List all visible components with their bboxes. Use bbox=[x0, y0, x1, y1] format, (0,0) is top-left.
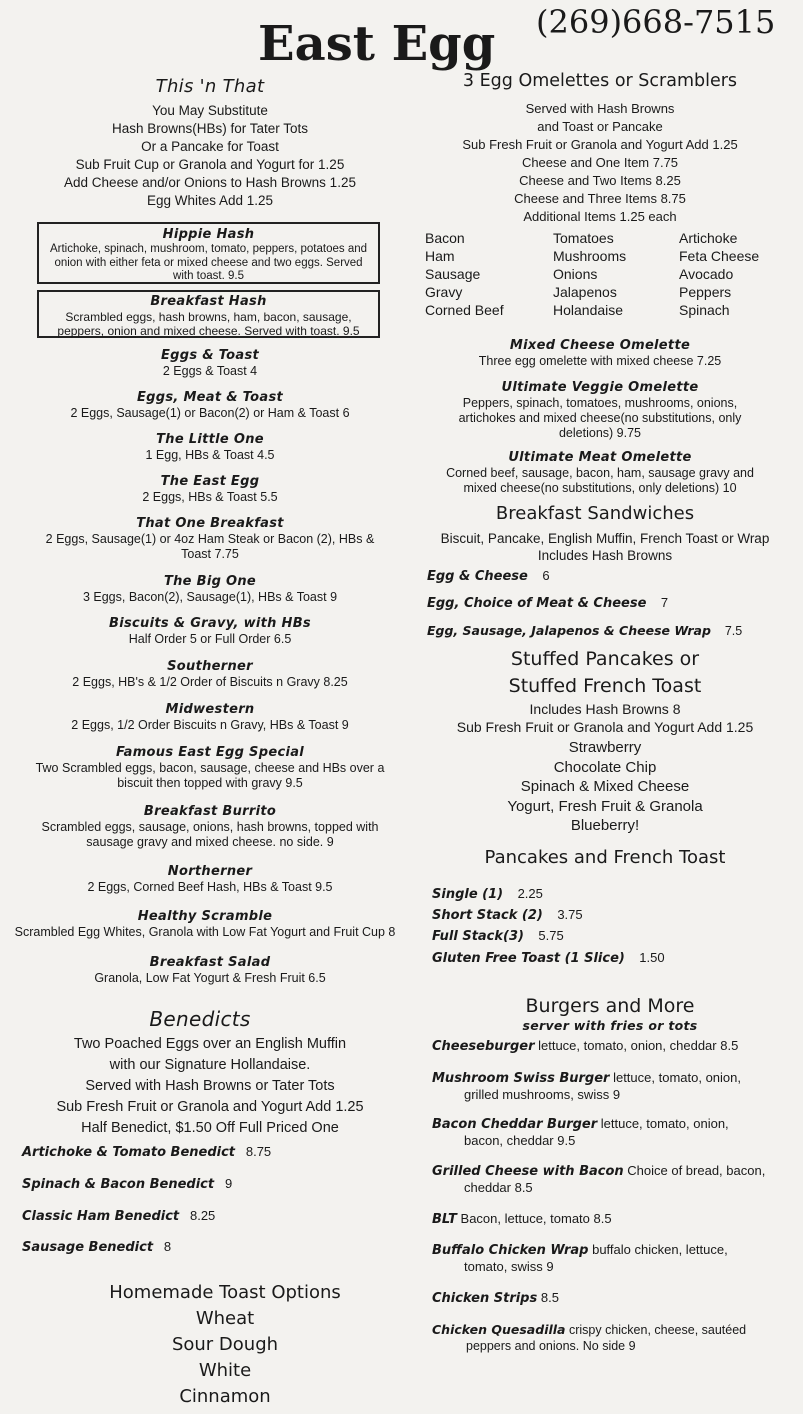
item-name: Spinach & Bacon Benedict bbox=[22, 1177, 215, 1192]
item-desc: Scrambled eggs, sausage, onions, hash browns, topped with sausage gravy and mixed cheese. no side. 9 bbox=[41, 820, 379, 849]
sandwich-item bbox=[427, 595, 668, 612]
item-desc: lettuce, tomato, onion, bbox=[597, 1116, 729, 1131]
item-name: Short Stack (2) bbox=[432, 908, 543, 923]
item-price: 8 bbox=[163, 1239, 172, 1254]
burger-item bbox=[432, 1242, 728, 1275]
burger-item bbox=[432, 1116, 729, 1149]
item-desc-cont: tomato, swiss 9 bbox=[464, 1259, 554, 1274]
omelettes-line: Sub Fresh Fruit or Granola and Yogurt Add 1.25 bbox=[462, 137, 738, 152]
ingredient: Ham bbox=[425, 248, 455, 264]
item-name: Ultimate Veggie Omelette bbox=[501, 380, 699, 395]
this-n-that-lines bbox=[20, 102, 400, 210]
restaurant-name: East Egg bbox=[258, 16, 496, 72]
stuffed-title-line: Stuffed Pancakes or bbox=[510, 648, 700, 670]
sandwiches-title: Breakfast Sandwiches bbox=[495, 503, 695, 524]
ingredient: Sausage bbox=[425, 266, 481, 282]
ingredient: Corned Beef bbox=[425, 302, 504, 318]
ingredient: Tomatoes bbox=[553, 230, 614, 246]
benedict-item bbox=[22, 1176, 232, 1193]
left-item bbox=[20, 390, 400, 421]
ingredient: Bacon bbox=[425, 230, 465, 246]
item-name: The Little One bbox=[156, 432, 264, 447]
item-name: Egg & Cheese bbox=[427, 569, 528, 584]
item-desc: lettuce, tomato, onion, bbox=[609, 1070, 741, 1085]
left-item bbox=[30, 804, 390, 850]
ingredient: Onions bbox=[553, 266, 598, 282]
this-n-that-line: Add Cheese and/or Onions to Hash Browns 1.25 bbox=[64, 175, 356, 190]
burger-item bbox=[432, 1070, 741, 1103]
left-item bbox=[30, 616, 390, 647]
omelettes-line: Additional Items 1.25 each bbox=[523, 209, 677, 224]
item-name: That One Breakfast bbox=[136, 516, 284, 531]
omelettes-line: and Toast or Pancake bbox=[537, 119, 663, 134]
item-name: Sausage Benedict bbox=[22, 1240, 154, 1255]
benedict-item bbox=[22, 1239, 171, 1256]
sandwich-item bbox=[427, 623, 742, 639]
item-desc: 2 Eggs, 1/2 Order Biscuits n Gravy, HBs & Toast 9 bbox=[71, 718, 349, 732]
left-item bbox=[35, 745, 385, 791]
item-desc: crispy chicken, cheese, sautéed bbox=[565, 1323, 747, 1337]
stuffed-title bbox=[420, 646, 790, 700]
stuffed-line: Sub Fresh Fruit or Granola and Yogurt Add 1.25 bbox=[456, 719, 754, 735]
ingredient: Mushrooms bbox=[553, 248, 627, 264]
ingredient: Spinach bbox=[679, 302, 730, 318]
phone-number: (269)668-7515 bbox=[536, 3, 776, 41]
benedicts-lines bbox=[20, 1034, 400, 1139]
item-price: 9 bbox=[224, 1176, 233, 1191]
item-name: Breakfast Burrito bbox=[143, 804, 277, 819]
item-name: The Big One bbox=[163, 574, 257, 589]
sandwiches-line: Includes Hash Browns bbox=[537, 548, 673, 563]
item-name: BLT bbox=[432, 1212, 457, 1227]
item-name: Egg, Sausage, Jalapenos & Cheese Wrap bbox=[427, 623, 711, 638]
benedicts-line: Served with Hash Browns or Tater Tots bbox=[85, 1078, 335, 1094]
stuffed-option: Yogurt, Fresh Fruit & Granola bbox=[507, 797, 703, 815]
ingredient: Peppers bbox=[679, 284, 732, 300]
omelettes-line: Cheese and Two Items 8.25 bbox=[519, 173, 681, 188]
left-item bbox=[30, 574, 390, 605]
pancake-item bbox=[432, 907, 583, 924]
item-desc: 2 Eggs, HBs & Toast 5.5 bbox=[142, 490, 278, 504]
item-desc: Bacon, lettuce, tomato 8.5 bbox=[456, 1211, 612, 1226]
sandwich-item bbox=[427, 568, 550, 585]
toast-options-title: Homemade Toast Options bbox=[109, 1282, 341, 1303]
ingredient: Jalapenos bbox=[553, 284, 617, 300]
item-desc: Choice of bread, bacon, bbox=[623, 1163, 766, 1178]
benedicts-title: Benedicts bbox=[149, 1007, 251, 1031]
item-name: Breakfast Salad bbox=[149, 955, 271, 970]
omelettes-line: Cheese and Three Items 8.75 bbox=[514, 191, 686, 206]
this-n-that-line: Hash Browns(HBs) for Tater Tots bbox=[111, 121, 309, 136]
left-item bbox=[30, 348, 390, 379]
item-desc-cont: bacon, cheddar 9.5 bbox=[464, 1133, 576, 1148]
stuffed-options bbox=[420, 738, 790, 836]
item-price: 3.75 bbox=[557, 907, 583, 922]
item-desc: Granola, Low Fat Yogurt & Fresh Fruit 6.5 bbox=[94, 971, 326, 985]
stuffed-option: Blueberry! bbox=[570, 817, 640, 834]
sandwiches-line: Biscuit, Pancake, English Muffin, French Toast or Wrap bbox=[440, 531, 770, 546]
toast-option: Wheat bbox=[195, 1308, 255, 1329]
item-price: 1.50 bbox=[639, 950, 665, 965]
item-desc: 2 Eggs, Corned Beef Hash, HBs & Toast 9.5 bbox=[87, 880, 333, 894]
ingredient: Artichoke bbox=[679, 230, 738, 246]
benedicts-line: with our Signature Hollandaise. bbox=[109, 1057, 311, 1073]
ingredient: Holandaise bbox=[553, 302, 624, 318]
this-n-that-line: Or a Pancake for Toast bbox=[141, 139, 279, 154]
stuffed-option: Spinach & Mixed Cheese bbox=[520, 778, 690, 795]
benedicts-line: Sub Fresh Fruit or Granola and Yogurt Add 1.25 bbox=[56, 1099, 364, 1115]
this-n-that-line: Sub Fruit Cup or Granola and Yogurt for 1.25 bbox=[75, 157, 345, 172]
item-name: Grilled Cheese with Bacon bbox=[432, 1164, 624, 1179]
item-desc: Peppers, spinach, tomatoes, mushrooms, onions, artichokes and mixed cheese(no substitutions, only deletions) 9.75 bbox=[458, 396, 742, 440]
item-name: Southerner bbox=[167, 659, 253, 674]
item-desc: 3 Eggs, Bacon(2), Sausage(1), HBs & Toast 9 bbox=[82, 590, 338, 604]
item-price: 8.25 bbox=[189, 1208, 216, 1223]
sandwiches-lines bbox=[410, 530, 800, 564]
burgers-title: Burgers and More bbox=[525, 995, 695, 1017]
pancakes-title: Pancakes and French Toast bbox=[484, 847, 726, 868]
item-desc-cont: cheddar 8.5 bbox=[464, 1180, 533, 1195]
benedict-item bbox=[22, 1144, 271, 1161]
item-price: 6 bbox=[542, 568, 550, 583]
item-desc: 2 Eggs & Toast 4 bbox=[162, 364, 258, 378]
toast-options bbox=[90, 1280, 360, 1410]
item-desc: buffalo chicken, lettuce, bbox=[588, 1242, 728, 1257]
item-desc: Scrambled Egg Whites, Granola with Low Fat Yogurt and Fruit Cup 8 bbox=[14, 925, 396, 939]
burgers-subtitle: server with fries or tots bbox=[522, 1018, 698, 1033]
pancake-item bbox=[432, 950, 665, 967]
item-name: Chicken Strips bbox=[432, 1291, 538, 1306]
item-desc: Corned beef, sausage, bacon, ham, sausage gravy and mixed cheese(no substitutions, only deletions) 10 bbox=[446, 466, 754, 495]
benedicts-line: Half Benedict, $1.50 Off Full Priced One bbox=[81, 1120, 339, 1136]
this-n-that-line: You May Substitute bbox=[152, 103, 268, 118]
item-name: Single (1) bbox=[432, 887, 504, 902]
item-desc: 2 Eggs, HB's & 1/2 Order of Biscuits n Gravy 8.25 bbox=[72, 675, 348, 689]
burger-item bbox=[432, 1290, 559, 1307]
item-desc: 2 Eggs, Sausage(1) or 4oz Ham Steak or Bacon (2), HBs & Toast 7.75 bbox=[45, 532, 375, 561]
left-item bbox=[30, 955, 390, 986]
item-desc-cont: grilled mushrooms, swiss 9 bbox=[464, 1087, 621, 1102]
breakfast-hash-name: Breakfast Hash bbox=[150, 294, 267, 309]
stuffed-option: Strawberry bbox=[568, 739, 642, 756]
breakfast-hash-box bbox=[37, 290, 380, 338]
stuffed-title-line: Stuffed French Toast bbox=[508, 675, 702, 697]
item-price: 2.25 bbox=[517, 886, 543, 901]
burger-item bbox=[432, 1163, 765, 1196]
hippie-hash-name: Hippie Hash bbox=[162, 227, 255, 242]
stuffed-option: Chocolate Chip bbox=[553, 758, 657, 776]
hippie-hash-desc: Artichoke, spinach, mushroom, tomato, peppers, potatoes and onion with either feta or mixed cheese and two eggs. Served with toast. 9.5 bbox=[49, 243, 368, 282]
item-name: Cheeseburger bbox=[432, 1039, 535, 1054]
burger-item bbox=[432, 1038, 738, 1055]
item-price: 8.75 bbox=[245, 1144, 272, 1159]
ingredient: Feta Cheese bbox=[679, 248, 760, 264]
omelette-special bbox=[440, 380, 760, 441]
left-item bbox=[20, 659, 400, 690]
item-desc: 2 Eggs, Sausage(1) or Bacon(2) or Ham & Toast 6 bbox=[70, 406, 350, 420]
item-desc: Half Order 5 or Full Order 6.5 bbox=[128, 632, 292, 646]
pancake-item bbox=[432, 928, 564, 945]
this-n-that-title: This 'n That bbox=[155, 76, 265, 97]
left-item bbox=[30, 516, 390, 562]
omelettes-title: 3 Egg Omelettes or Scramblers bbox=[462, 71, 738, 91]
item-name: Bacon Cheddar Burger bbox=[432, 1117, 598, 1132]
item-desc: Three egg omelette with mixed cheese 7.25 bbox=[478, 354, 722, 368]
item-price: 7 bbox=[660, 595, 669, 610]
item-name: Ultimate Meat Omelette bbox=[508, 450, 692, 465]
omelettes-lines bbox=[420, 100, 780, 226]
toast-option: White bbox=[198, 1360, 252, 1381]
stuffed-lines bbox=[410, 700, 800, 736]
benedicts-line: Two Poached Eggs over an English Muffin bbox=[73, 1036, 347, 1052]
benedict-item bbox=[22, 1208, 215, 1225]
left-item bbox=[20, 702, 400, 733]
burger-item bbox=[432, 1322, 746, 1354]
item-name: Chicken Quesadilla bbox=[432, 1322, 566, 1337]
left-item bbox=[30, 864, 390, 895]
item-desc: lettuce, tomato, onion, cheddar 8.5 bbox=[534, 1038, 739, 1053]
item-desc: Two Scrambled eggs, bacon, sausage, cheese and HBs over a biscuit then topped with gravy 9.5 bbox=[35, 761, 385, 790]
omelette-special bbox=[430, 450, 770, 496]
ingredient: Gravy bbox=[425, 284, 463, 300]
burger-item bbox=[432, 1211, 612, 1228]
item-name: Egg, Choice of Meat & Cheese bbox=[427, 596, 647, 611]
pancake-item bbox=[432, 886, 543, 903]
item-name: Eggs & Toast bbox=[160, 348, 260, 363]
item-name: Midwestern bbox=[165, 702, 255, 717]
left-item bbox=[30, 432, 390, 463]
item-name: Northerner bbox=[167, 864, 253, 879]
omelette-ingredients bbox=[425, 229, 799, 319]
item-price: 7.5 bbox=[724, 624, 743, 638]
left-item bbox=[0, 909, 410, 940]
omelettes-line: Served with Hash Browns bbox=[525, 101, 675, 116]
item-name: Famous East Egg Special bbox=[115, 745, 305, 760]
omelette-special bbox=[430, 338, 770, 369]
item-name: Classic Ham Benedict bbox=[22, 1209, 180, 1224]
hippie-hash-box bbox=[37, 222, 380, 284]
item-name: Biscuits & Gravy, with HBs bbox=[109, 616, 311, 631]
item-name: The East Egg bbox=[160, 474, 260, 489]
item-name: Gluten Free Toast (1 Slice) bbox=[432, 951, 625, 966]
item-name: Mushroom Swiss Burger bbox=[432, 1071, 610, 1086]
item-name: Buffalo Chicken Wrap bbox=[432, 1243, 589, 1258]
omelettes-line: Cheese and One Item 7.75 bbox=[521, 155, 679, 170]
item-name: Eggs, Meat & Toast bbox=[136, 390, 284, 405]
item-desc: 1 Egg, HBs & Toast 4.5 bbox=[145, 448, 275, 462]
item-name: Artichoke & Tomato Benedict bbox=[22, 1145, 236, 1160]
item-desc-cont: peppers and onions. No side 9 bbox=[466, 1339, 636, 1353]
ingredient: Avocado bbox=[679, 266, 734, 282]
this-n-that-line: Egg Whites Add 1.25 bbox=[146, 193, 274, 208]
breakfast-hash-desc: Scrambled eggs, hash browns, ham, bacon, sausage, peppers, onion and mixed cheese. Served with toast. 9.5 bbox=[57, 310, 360, 338]
item-name: Healthy Scramble bbox=[137, 909, 273, 924]
toast-option: Sour Dough bbox=[171, 1334, 279, 1355]
item-name: Mixed Cheese Omelette bbox=[509, 338, 691, 353]
left-item bbox=[30, 474, 390, 505]
item-name: Full Stack(3) bbox=[432, 929, 524, 944]
stuffed-line: Includes Hash Browns 8 bbox=[529, 701, 681, 717]
item-desc: 8.5 bbox=[537, 1290, 559, 1305]
item-price: 5.75 bbox=[538, 928, 564, 943]
toast-option: Cinnamon bbox=[179, 1386, 271, 1407]
